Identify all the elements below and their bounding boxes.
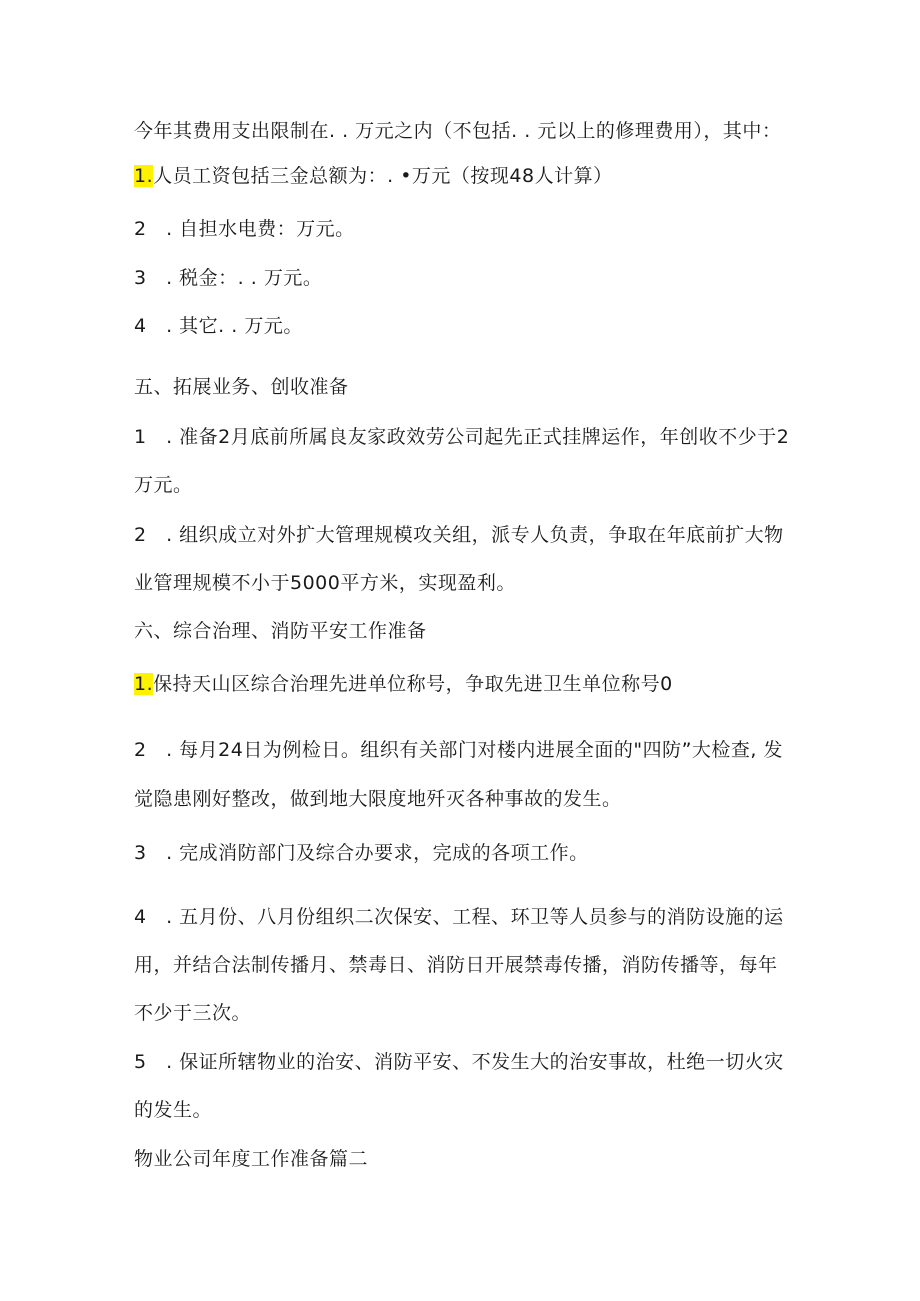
text-line: 3 . 完成消防部门及综合办要求，完成的各项工作。 — [134, 842, 589, 864]
text-span: 人员工资包括三金总额为：. •万元（按现48人计算） — [153, 165, 613, 187]
section-heading: 六、综合治理、消防平安工作准备 — [134, 620, 427, 642]
text-line — [134, 671, 673, 697]
text-line: 5 . 保证所辖物业的治安、消防平安、不发生大的治安事故，杜绝一切火灾 — [134, 1051, 784, 1073]
text-line: 万元。 — [134, 474, 193, 496]
text-line: 4 . 五月份、八月份组织二次保安、工程、环卫等人员参与的消防设施的运 — [134, 906, 784, 928]
text-line: 2 . 自担水电费：万元。 — [134, 218, 355, 240]
text-line: 不少于三次。 — [134, 1002, 252, 1024]
section-heading: 物业公司年度工作准备篇二 — [134, 1148, 369, 1170]
highlighted-number: 1. — [134, 165, 154, 187]
text-line: 用，并结合法制传播月、禁毒日、消防日开展禁毒传播，消防传播等，每年 — [134, 954, 778, 976]
text-line: 2 . 每月24日为例检日。组织有关部门对楼内进展全面的"四防”大检查, 发 — [134, 739, 784, 761]
text-line: 业管理规模不小于5000平方米，实现盈利。 — [134, 572, 516, 594]
text-line: 今年其费用支出限制在. . 万元之内（不包括. . 元以上的修理费用），其中： — [134, 120, 782, 142]
text-line: 2 . 组织成立对外扩大管理规模攻关组，派专人负责，争取在年底前扩大物 — [134, 524, 784, 546]
text-line: 3 . 税金：. . 万元。 — [134, 267, 323, 289]
highlighted-number: 1. — [134, 673, 154, 695]
text-line: 1 . 准备2月底前所属良友家政效劳公司起先正式挂牌运作，年创收不少于2 — [134, 426, 790, 448]
text-span: 保持天山区综合治理先进单位称号，争取先进卫生单位称号0 — [153, 673, 673, 695]
text-line: 4 . 其它. . 万元。 — [134, 315, 303, 337]
text-line: 觉隐患刚好整改，做到地大限度地歼灭各种事故的发生。 — [134, 788, 622, 810]
text-line: 的发生。 — [134, 1099, 213, 1121]
section-heading: 五、拓展业务、创收准备 — [134, 376, 349, 398]
text-line — [134, 163, 613, 189]
